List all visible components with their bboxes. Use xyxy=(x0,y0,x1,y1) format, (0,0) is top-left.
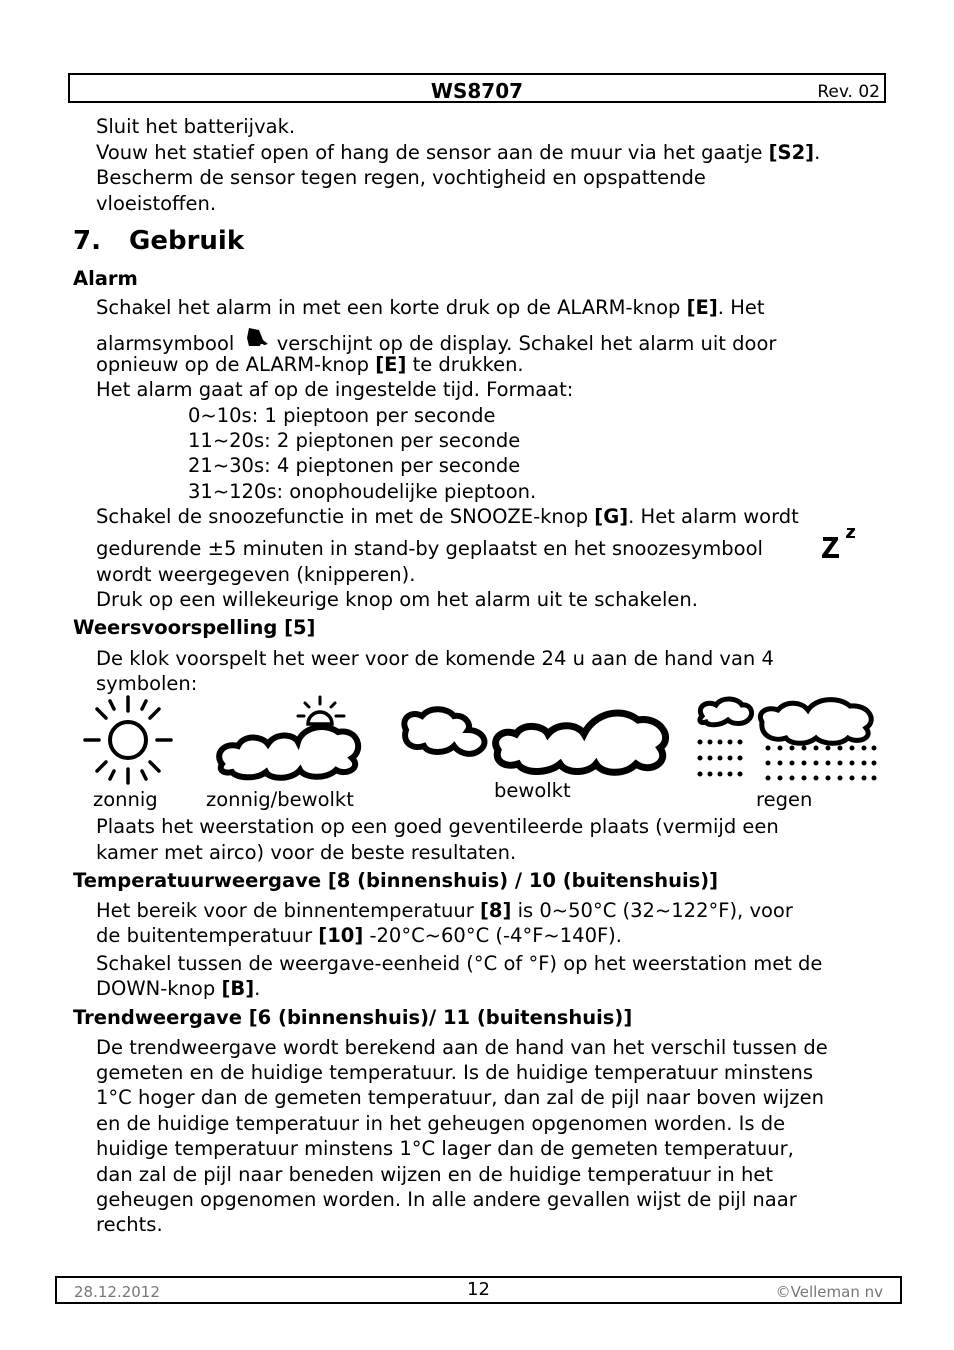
forecast-para-1: Plaats het weerstation op een goed geventileerde plaats (vermijd een xyxy=(96,815,779,838)
alarm-line-3: opnieuw op de ALARM-knop [E] te drukken. xyxy=(96,353,524,376)
page-number: 12 xyxy=(467,1279,490,1300)
forecast-line-1: De klok voorspelt het weer voor de komende 24 u aan de hand van 4 xyxy=(96,647,774,670)
intro-line-1: Sluit het batterijvak. xyxy=(96,115,296,138)
page-footer xyxy=(55,1276,902,1304)
forecast-para-2: kamer met airco) voor de beste resultaten. xyxy=(96,841,517,864)
temp-line-2: de buitentemperatuur [10] -20°C~60°C (-4°F~140F). xyxy=(96,924,622,947)
alarm-line-2: alarmsymbool verschijnt op de display. Schakel het alarm uit door xyxy=(96,326,776,357)
label-sunny-cloudy: zonnig/bewolkt xyxy=(206,788,354,811)
alarm-heading: Alarm xyxy=(73,267,138,290)
snooze-line-4: Druk op een willekeurige knop om het alarm uit te schakelen. xyxy=(96,588,698,611)
bell-icon xyxy=(241,326,271,352)
footer-copyright: ©Velleman nv xyxy=(775,1283,883,1301)
temp-line-1: Het bereik voor de binnentemperatuur [8] is 0~50°C (32~122°F), voor xyxy=(96,899,793,922)
intro-line-4: vloeistoffen. xyxy=(96,192,217,215)
trend-line-8: rechts. xyxy=(96,1213,163,1236)
temp-line-4: DOWN-knop [B]. xyxy=(96,977,261,1000)
footer-date: 28.12.2012 xyxy=(74,1283,160,1301)
sunny-cloudy-icon xyxy=(212,694,364,784)
alarm-format-2: 11~20s: 2 pieptonen per seconde xyxy=(188,429,521,452)
trend-line-2: gemeten en de huidige temperatuur. Is de huidige temperatuur minstens xyxy=(96,1061,814,1084)
trend-line-6: dan zal de pijl naar beneden wijzen en de huidige temperatuur in het xyxy=(96,1163,773,1186)
alarm-format-4: 31~120s: onophoudelijke pieptoon. xyxy=(188,480,537,503)
temp-line-3: Schakel tussen de weergave-eenheid (°C of °F) op het weerstation met de xyxy=(96,952,823,975)
label-cloudy: bewolkt xyxy=(494,779,571,802)
alarm-line-4: Het alarm gaat af op de ingestelde tijd. Formaat: xyxy=(96,378,574,401)
rain-icon xyxy=(694,696,880,786)
intro-line-3: Bescherm de sensor tegen regen, vochtigheid en opspattende xyxy=(96,166,706,189)
alarm-line-1: Schakel het alarm in met een korte druk op de ALARM-knop [E]. Het xyxy=(96,296,765,319)
forecast-line-2: symbolen: xyxy=(96,672,198,695)
page-header xyxy=(68,73,886,103)
trend-line-1: De trendweergave wordt berekend aan de hand van het verschil tussen de xyxy=(96,1036,828,1059)
intro-line-2: Vouw het statief open of hang de sensor aan de muur via het gaatje [S2]. xyxy=(96,141,821,164)
snooze-line-1: Schakel de snoozefunctie in met de SNOOZE-knop [G]. Het alarm wordt xyxy=(96,505,799,528)
trend-line-7: geheugen opgenomen worden. In alle andere gevallen wijst de pijl naar xyxy=(96,1188,797,1211)
alarm-format-1: 0~10s: 1 pieptoon per seconde xyxy=(188,404,496,427)
snooze-icon xyxy=(820,526,862,560)
alarm-format-3: 21~30s: 4 pieptonen per seconde xyxy=(188,454,521,477)
trend-line-3: 1°C hoger dan de gemeten temperatuur, dan zal de pijl naar boven wijzen xyxy=(96,1086,824,1109)
snooze-line-2: gedurende ±5 minuten in stand-by geplaatst en het snoozesymbool xyxy=(96,537,763,560)
label-sunny: zonnig xyxy=(93,788,158,811)
temp-heading: Temperatuurweergave [8 (binnenshuis) / 10 (buitenshuis)] xyxy=(73,869,719,892)
label-rain: regen xyxy=(756,788,813,811)
sunny-icon xyxy=(82,694,174,786)
trend-line-5: huidige temperatuur minstens 1°C lager dan de gemeten temperatuur, xyxy=(96,1137,794,1160)
revision: Rev. 02 xyxy=(817,82,880,102)
forecast-heading: Weersvoorspelling [5] xyxy=(73,616,316,639)
snooze-line-3: wordt weergegeven (knipperen). xyxy=(96,563,416,586)
trend-line-4: en de huidige temperatuur in het geheugen opgenomen worden. Is de xyxy=(96,1112,786,1135)
model-title: WS8707 xyxy=(430,79,524,103)
trend-heading: Trendweergave [6 (binnenshuis)/ 11 (buitenshuis)] xyxy=(73,1006,633,1029)
cloudy-icon xyxy=(398,702,676,780)
section-heading: 7. Gebruik xyxy=(73,226,245,256)
